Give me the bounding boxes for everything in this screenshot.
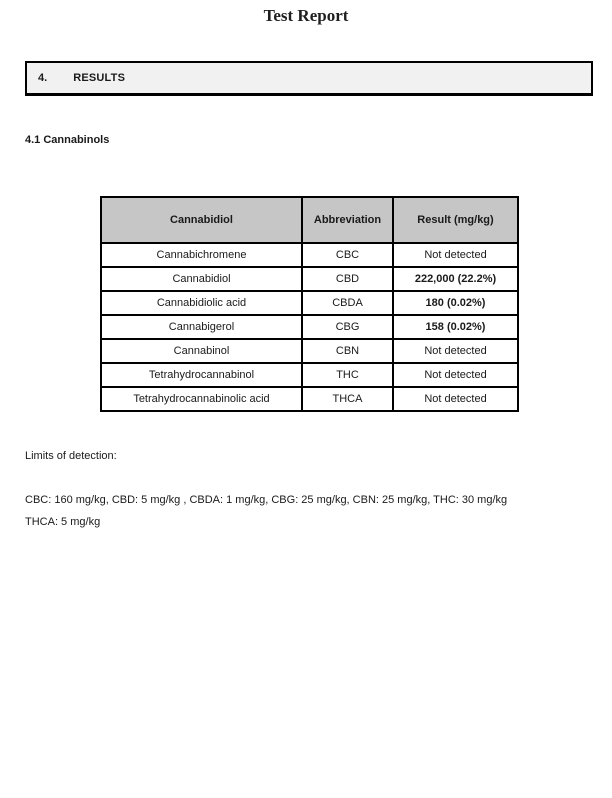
- section-number: 4.: [38, 72, 48, 84]
- compound-abbr: CBDA: [302, 291, 393, 315]
- compound-result: Not detected: [393, 339, 518, 363]
- header-cannabidiol: Cannabidiol: [101, 197, 302, 243]
- table-row: [101, 363, 518, 387]
- limits-of-detection-values: [25, 489, 507, 533]
- header-result: Result (mg/kg): [393, 197, 518, 243]
- compound-result: Not detected: [393, 243, 518, 267]
- table-row: [101, 243, 518, 267]
- lod-line-2: THCA: 5 mg/kg: [25, 516, 101, 528]
- table-row: [101, 387, 518, 411]
- compound-abbr: THCA: [302, 387, 393, 411]
- table-row: [101, 339, 518, 363]
- compound-name: Cannabidiol: [101, 267, 302, 291]
- header-abbreviation: Abbreviation: [302, 197, 393, 243]
- compound-name: Tetrahydrocannabinolic acid: [101, 387, 302, 411]
- subsection-title-cannabinols: 4.1 Cannabinols: [25, 134, 110, 146]
- compound-result: 180 (0.02%): [393, 291, 518, 315]
- section-header-results: [25, 61, 593, 96]
- compound-result: 158 (0.02%): [393, 315, 518, 339]
- compound-abbr: CBD: [302, 267, 393, 291]
- compound-abbr: CBC: [302, 243, 393, 267]
- section-label: RESULTS: [73, 72, 126, 84]
- compound-result: Not detected: [393, 363, 518, 387]
- compound-result: 222,000 (22.2%): [393, 267, 518, 291]
- compound-name: Cannabinol: [101, 339, 302, 363]
- limits-of-detection-label: Limits of detection:: [25, 450, 117, 462]
- compound-name: Cannabigerol: [101, 315, 302, 339]
- compound-abbr: CBG: [302, 315, 393, 339]
- table-header-row: [101, 197, 518, 243]
- compound-name: Cannabidiolic acid: [101, 291, 302, 315]
- compound-name: Tetrahydrocannabinol: [101, 363, 302, 387]
- cannabinoid-results-table: [100, 196, 519, 412]
- table-row: [101, 315, 518, 339]
- compound-abbr: THC: [302, 363, 393, 387]
- compound-result: Not detected: [393, 387, 518, 411]
- table-row: [101, 267, 518, 291]
- compound-name: Cannabichromene: [101, 243, 302, 267]
- table-row: [101, 291, 518, 315]
- compound-abbr: CBN: [302, 339, 393, 363]
- document-title: Test Report: [263, 6, 349, 25]
- lod-line-1: CBC: 160 mg/kg, CBD: 5 mg/kg , CBDA: 1 mg/kg, CBG: 25 mg/kg, CBN: 25 mg/kg, THC: 30 mg/kg: [25, 494, 508, 506]
